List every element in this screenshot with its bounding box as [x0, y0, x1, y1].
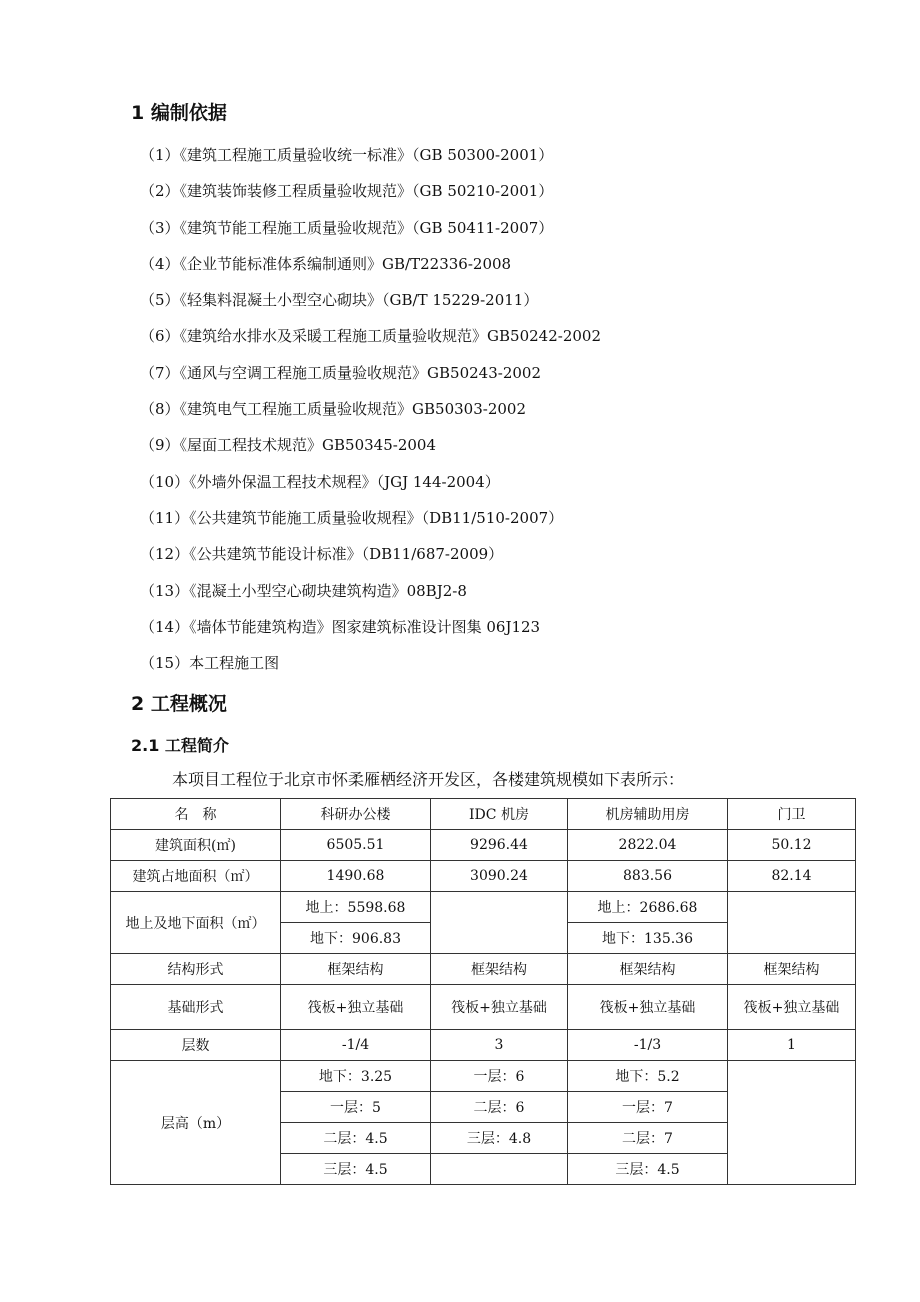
header-office: 科研办公楼: [281, 799, 431, 830]
table-row: [111, 1030, 856, 1061]
table-cell-empty: [431, 892, 568, 954]
table-cell: 883.56: [568, 861, 728, 892]
section-2-title: 2 工程概况: [131, 693, 227, 715]
row-label: 建筑面积(㎡): [111, 830, 281, 861]
reference-item: （14）《墙体节能建筑构造》图家建筑标准设计图集 06J123: [140, 617, 541, 636]
table-cell: 地上：2686.68: [568, 892, 728, 923]
reference-item: （1）《建筑工程施工质量验收统一标准》（GB 50300-2001）: [140, 146, 554, 164]
table-cell: 82.14: [728, 861, 856, 892]
reference-item: （15）本工程施工图: [140, 654, 280, 673]
table-cell: 框架结构: [568, 954, 728, 985]
table-cell: 筏板+独立基础: [568, 985, 728, 1030]
table-cell: 地下：906.83: [281, 923, 431, 954]
row-label: 层高（m）: [111, 1061, 281, 1185]
row-label: 地上及地下面积（㎡）: [111, 892, 281, 954]
table-cell-empty: [728, 1061, 856, 1185]
reference-item: （10）《外墙外保温工程技术规程》（JGJ 144-2004）: [140, 472, 500, 491]
section-2-1-title: 2.1 工程简介: [131, 736, 229, 755]
reference-item: （3）《建筑节能工程施工质量验收规范》（GB 50411-2007）: [140, 218, 554, 237]
table-cell: 3: [431, 1030, 568, 1061]
table-cell: 地上：5598.68: [281, 892, 431, 923]
table-cell: 二层：7: [568, 1123, 728, 1154]
row-label: 层数: [111, 1030, 281, 1061]
table-cell: 框架结构: [281, 954, 431, 985]
table-cell: 地下：5.2: [568, 1061, 728, 1092]
table-cell: 筏板+独立基础: [281, 985, 431, 1030]
table-cell: 9296.44: [431, 830, 568, 861]
table-row: [111, 1061, 856, 1092]
table-cell: 二层：4.5: [281, 1123, 431, 1154]
table-cell-empty: [728, 892, 856, 954]
table-row: [111, 985, 856, 1030]
table-cell-empty: [431, 1154, 568, 1185]
table-cell: 三层：4.8: [431, 1123, 568, 1154]
reference-item: （5）《轻集料混凝土小型空心砌块》（GB/T 15229-2011）: [140, 291, 539, 310]
table-cell: 一层：6: [431, 1061, 568, 1092]
table-cell: 3090.24: [431, 861, 568, 892]
table-cell: 二层：6: [431, 1092, 568, 1123]
reference-item: （11）《公共建筑节能施工质量验收规程》（DB11/510-2007）: [140, 508, 564, 527]
reference-item: （6）《建筑给水排水及采暖工程施工质量验收规范》GB50242-2002: [140, 327, 602, 346]
header-idc: IDC 机房: [431, 799, 568, 830]
header-name: 名 称: [111, 799, 281, 830]
table-cell: 框架结构: [728, 954, 856, 985]
row-label: 基础形式: [111, 985, 281, 1030]
table-row: [111, 861, 856, 892]
table-cell: 1: [728, 1030, 856, 1061]
reference-item: （7）《通风与空调工程施工质量验收规范》GB50243-2002: [140, 363, 542, 382]
table-cell: 筏板+独立基础: [431, 985, 568, 1030]
reference-item: （4）《企业节能标准体系编制通则》GB/T22336-2008: [140, 254, 512, 273]
reference-item: （8）《建筑电气工程施工质量验收规范》GB50303-2002: [140, 400, 527, 419]
table-cell: 6505.51: [281, 830, 431, 861]
building-scale-table: [110, 798, 856, 1185]
table-cell: 地下：3.25: [281, 1061, 431, 1092]
table-row: [111, 892, 856, 923]
table-cell: 一层：5: [281, 1092, 431, 1123]
table-cell: 三层：4.5: [281, 1154, 431, 1185]
table-cell: -1/4: [281, 1030, 431, 1061]
table-cell: 框架结构: [431, 954, 568, 985]
header-aux: 机房辅助用房: [568, 799, 728, 830]
table-row: [111, 954, 856, 985]
table-header-row: [111, 799, 856, 830]
row-label: 结构形式: [111, 954, 281, 985]
reference-item: （12）《公共建筑节能设计标准》（DB11/687-2009）: [140, 545, 504, 564]
section-1-title: 1 编制依据: [131, 102, 227, 124]
table-cell: -1/3: [568, 1030, 728, 1061]
row-label: 建筑占地面积（㎡）: [111, 861, 281, 892]
table-cell: 50.12: [728, 830, 856, 861]
reference-item: （2）《建筑装饰装修工程质量验收规范》（GB 50210-2001）: [140, 182, 554, 201]
reference-item: （13）《混凝土小型空心砌块建筑构造》08BJ2-8: [140, 581, 467, 600]
table-cell: 2822.04: [568, 830, 728, 861]
table-cell: 地下：135.36: [568, 923, 728, 954]
header-guard: 门卫: [728, 799, 856, 830]
table-cell: 三层：4.5: [568, 1154, 728, 1185]
table-cell: 筏板+独立基础: [728, 985, 856, 1030]
table-cell: 一层：7: [568, 1092, 728, 1123]
reference-list: [140, 141, 601, 685]
reference-item: （9）《屋面工程技术规范》GB50345-2004: [140, 436, 437, 455]
table-row: [111, 830, 856, 861]
table-cell: 1490.68: [281, 861, 431, 892]
intro-paragraph: 本项目工程位于北京市怀柔雁栖经济开发区，各楼建筑规模如下表所示：: [172, 770, 685, 789]
